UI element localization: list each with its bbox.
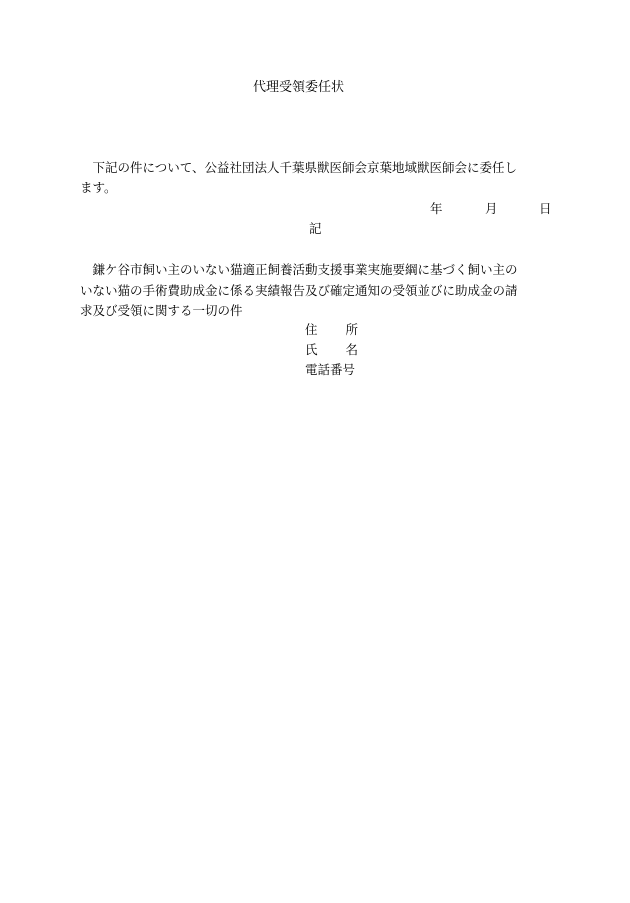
phone-number-label: 電話番号 xyxy=(305,362,356,377)
address-label-char-1: 住 xyxy=(305,322,318,337)
name-label-char-1: 氏 xyxy=(305,342,318,357)
name-label-char-2: 名 xyxy=(345,342,358,357)
name-label xyxy=(305,342,358,358)
address-label xyxy=(305,322,358,338)
delegation-text-line-1: 下記の件について、公益社団法人千葉県獣医師会京葉地域獣医師会に委任し xyxy=(80,160,518,175)
ki-heading: 記 xyxy=(309,221,322,236)
delegation-text-line-2: ます。 xyxy=(80,180,117,195)
address-label-char-2: 所 xyxy=(345,322,358,337)
matter-text-line-1: 鎌ケ谷市飼い主のいない猫適正飼養活動支援事業実施要綱に基づく飼い主の xyxy=(80,262,518,277)
matter-text-line-2: いない猫の手術費助成金に係る実績報告及び確定通知の受領並びに助成金の請 xyxy=(80,283,518,298)
date-month-label: 月 xyxy=(485,201,498,216)
document-title: 代理受領委任状 xyxy=(253,80,345,95)
date-year-label: 年 xyxy=(430,201,443,216)
date-day-label: 日 xyxy=(539,201,552,216)
matter-text-line-3: 求及び受領に関する一切の件 xyxy=(80,303,243,318)
